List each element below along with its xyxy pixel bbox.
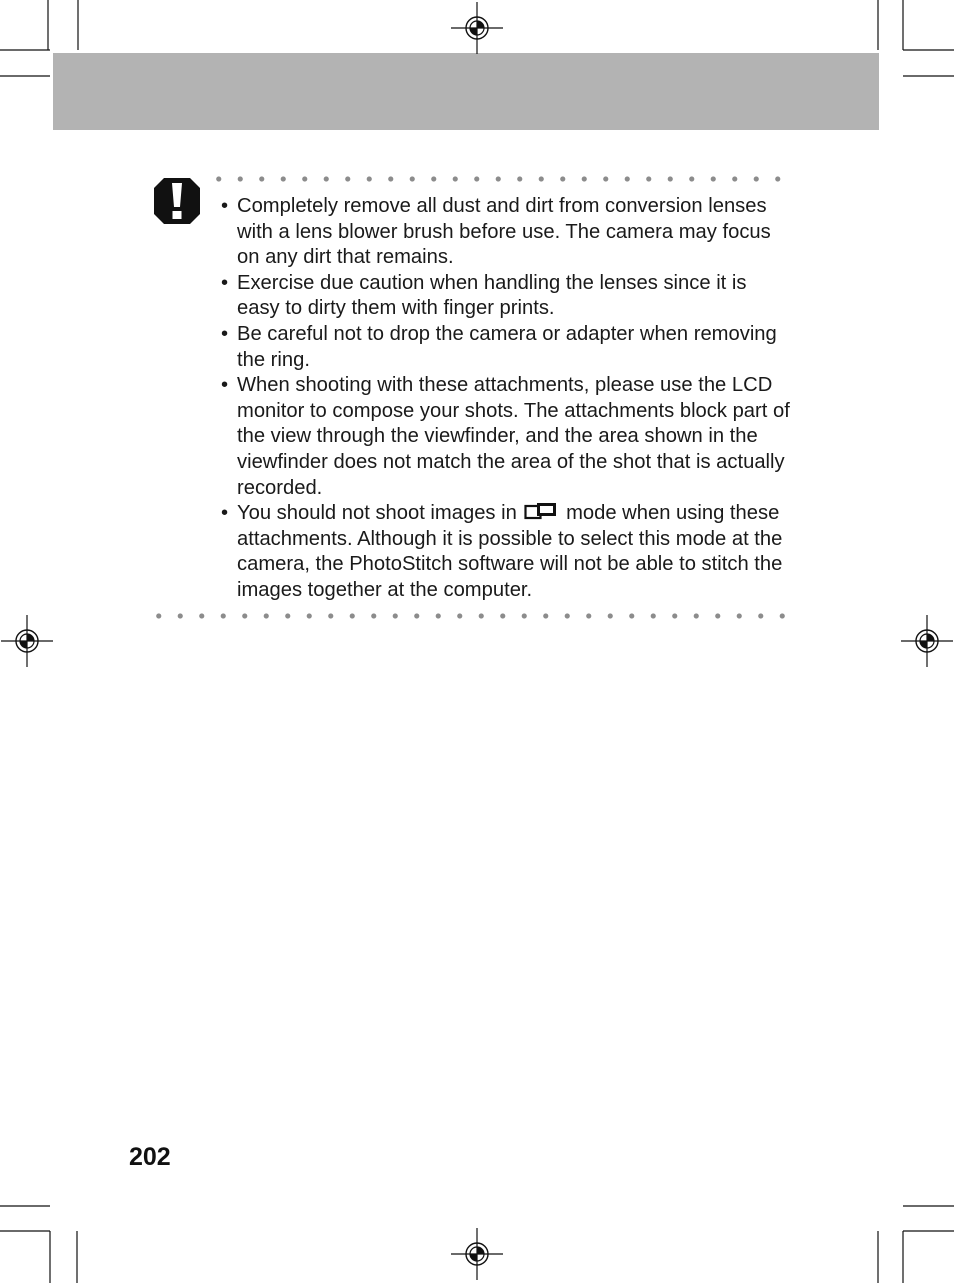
registration-target-bottom-icon <box>451 1228 503 1280</box>
bullet: • <box>221 502 229 525</box>
bullet: • <box>221 322 229 345</box>
caution-notes-list <box>221 194 791 604</box>
bullet: • <box>221 271 229 294</box>
note-text-after-icon: mode when using these attachments. Although it is possible to select this mode at the camera, the PhotoStitch software will not be able to stitch the images together at the computer. <box>237 502 783 601</box>
caution-icon <box>153 178 201 224</box>
stitch-assist-mode-icon <box>524 501 558 521</box>
note-text: Be careful not to drop the camera or adapter when removing the ring. <box>237 322 777 371</box>
page-number: 202 <box>129 1143 171 1171</box>
note-text-before-icon: You should not shoot images in <box>237 502 517 525</box>
caution-note <box>221 501 791 603</box>
caution-note <box>221 373 791 501</box>
note-text: When shooting with these attachments, please use the LCD monitor to compose your shots. The attachments block part of the view through the viewfinder, and the area shown in the viewfinder does not match the area of the shot that is actually recorded. <box>237 374 790 499</box>
bullet: • <box>221 195 229 217</box>
dotted-rule-bottom <box>148 612 792 620</box>
caution-note <box>221 194 791 271</box>
note-text: Completely remove all dust and dirt from conversion lenses with a lens blower brush before use. The camera may focus on any dirt that remains. <box>237 195 771 269</box>
note-text: Exercise due caution when handling the lenses since it is easy to dirty them with finger prints. <box>237 271 747 320</box>
caution-note <box>221 322 791 373</box>
registration-target-top-icon <box>451 2 503 54</box>
bullet: • <box>221 374 229 397</box>
registration-target-left-icon <box>1 615 53 667</box>
caution-note <box>221 271 791 322</box>
dotted-rule-top <box>208 175 792 183</box>
registration-target-right-icon <box>901 615 953 667</box>
